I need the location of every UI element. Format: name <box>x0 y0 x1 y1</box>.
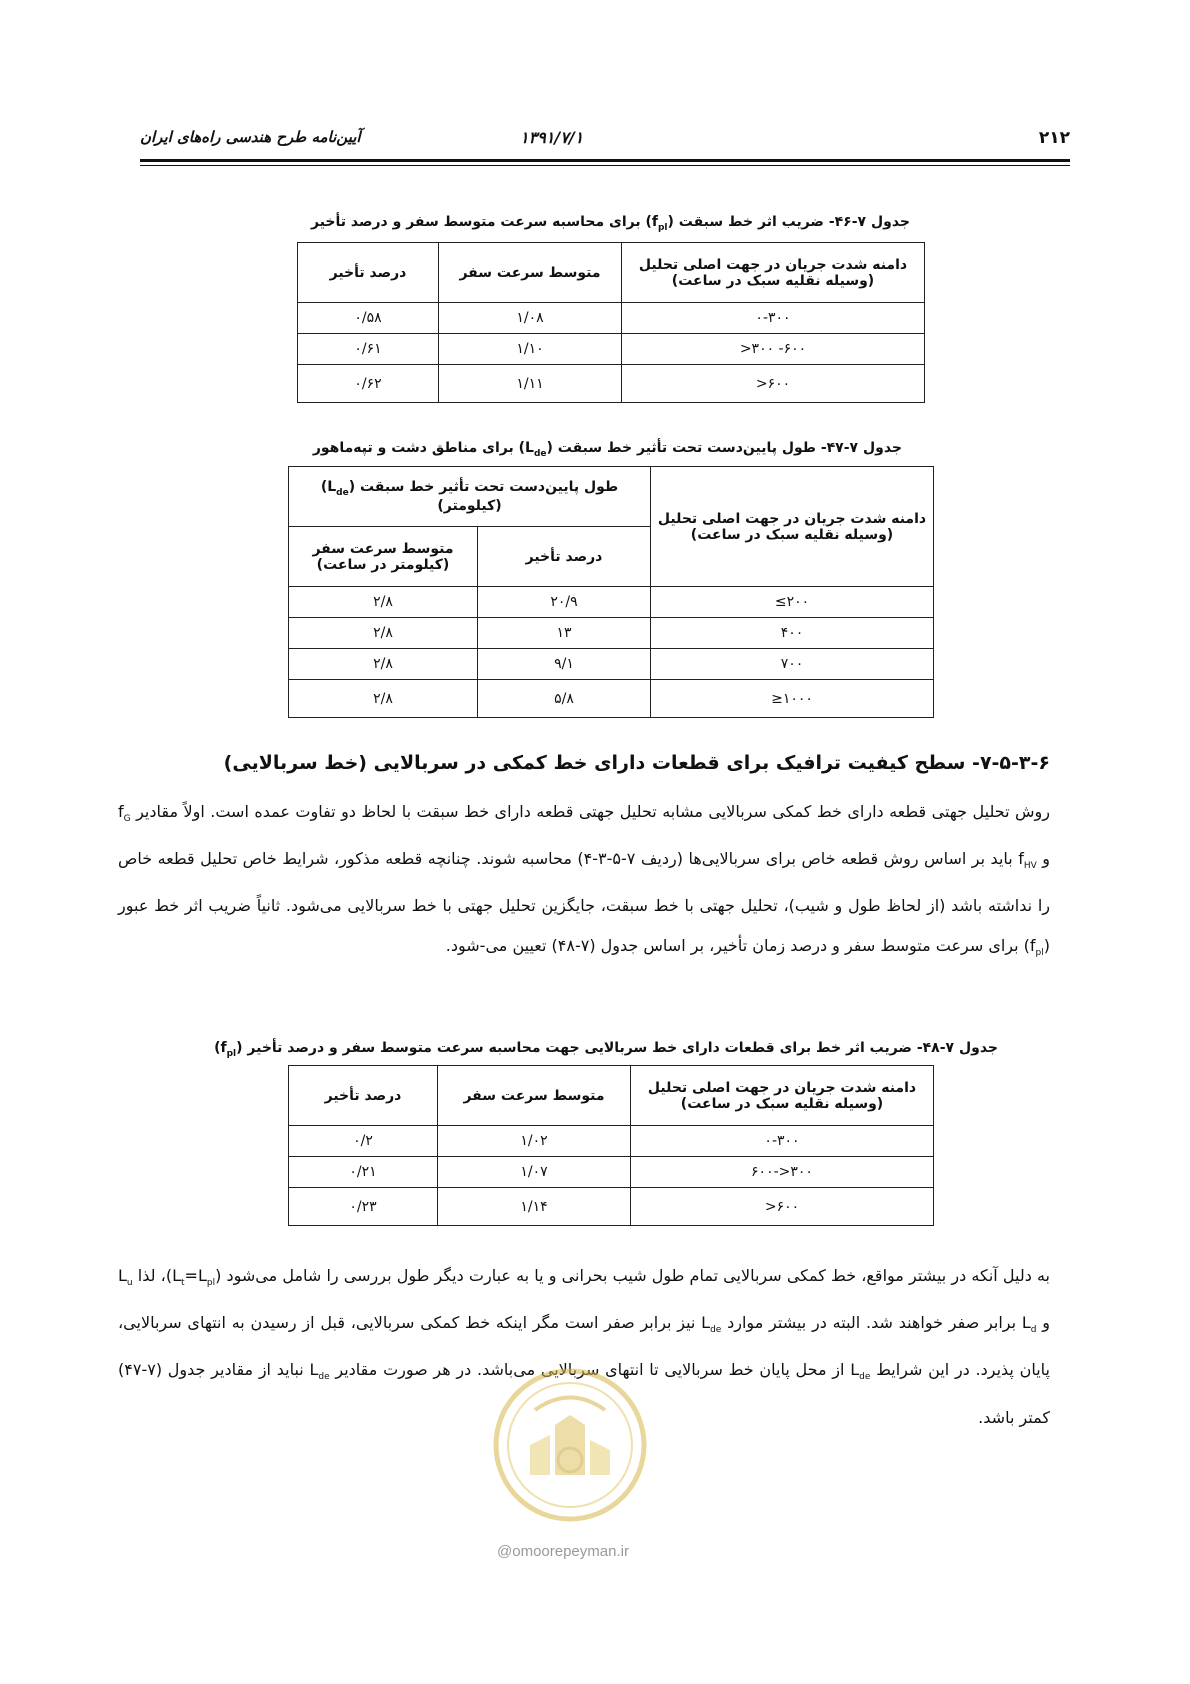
header-rule-thick <box>140 159 1070 162</box>
cell-speed: ۲/۸ <box>289 649 478 680</box>
paragraph-2: به دلیل آنکه در بیشتر مواقع، خط کمکی سربالایی تمام طول شیب بحرانی و یا به عبارت دیگر طول بررسی را شامل می‌شود $(L_t=L_{pl})،$ لذا $L_u$ و $L_d$ برابر صفر خواهند شد. البته در بیشتر موارد $L_{de}$ نیز برابر صفر است مگر اینکه خط کمکی سربالایی، قبل از رسیدن به انتهای سربالایی، پایان پذیرد. در این شرایط $L_{de}$ از محل پایان خط سربالایی تا انتهای سربالایی می‌باشد. در هر صورت مقادیر $L_{de}$ نباید از مقادیر جدول (۷-۴۷) کمتر باشد. <box>118 1266 1051 1427</box>
table-row <box>298 303 925 334</box>
col-flow-header: دامنه شدت جریان در جهت اصلی تحلیل (وسیله نقلیه سبک در ساعت) <box>651 467 934 587</box>
table-row <box>289 618 934 649</box>
col-speed-header: متوسط سرعت سفر (کیلومتر در ساعت) <box>289 527 478 587</box>
cell-delay: ۰/۲ <box>289 1126 438 1157</box>
table-header-row <box>289 467 934 527</box>
table-row <box>289 1188 934 1226</box>
cell-speed: ۱/۰۸ <box>439 303 622 334</box>
cell-delay: ۲۰/۹ <box>478 587 651 618</box>
book-title: آیین‌نامه طرح هندسی راه‌های ایران <box>140 128 361 146</box>
cell-flow: ۷۰۰ <box>651 649 934 680</box>
cell-delay: ۰/۲۳ <box>289 1188 438 1226</box>
cell-delay: ۵/۸ <box>478 680 651 718</box>
section-title: ۷-۵-۳-۶- سطح کیفیت ترافیک برای قطعات دارای خط کمکی در سربالایی (خط سربالایی) <box>223 752 1050 774</box>
cell-delay: ۰/۲۱ <box>289 1157 438 1188</box>
cell-flow: ۳۰۰<-۶۰۰ <box>631 1157 934 1188</box>
col-flow-header: دامنه شدت جریان در جهت اصلی تحلیل (وسیله نقلیه سبک در ساعت) <box>631 1066 934 1126</box>
cell-flow: ۴۰۰ <box>651 618 934 649</box>
group-header-lde: طول پایین‌دست تحت تأثیر خط سبقت $(L_{de})$ (کیلومتر) <box>289 467 651 527</box>
table-row <box>289 587 934 618</box>
cell-delay: ۰/۶۲ <box>298 365 439 403</box>
col-delay-header: درصد تأخیر <box>298 243 439 303</box>
table-row <box>289 1157 934 1188</box>
table-row <box>289 1126 934 1157</box>
table48-caption: جدول ۷-۴۸- ضریب اثر خط برای قطعات دارای خط سربالایی جهت محاسبه سرعت متوسط سفر و درصد تأخیر $(f_{pl})$ <box>214 1040 998 1059</box>
page-header <box>140 128 1070 168</box>
cell-flow: ۰-۳۰۰ <box>631 1126 934 1157</box>
cell-flow: ۶۰۰< <box>622 365 925 403</box>
cell-speed: ۲/۸ <box>289 587 478 618</box>
table-row <box>298 334 925 365</box>
cell-delay: ۱۳ <box>478 618 651 649</box>
table46-caption: جدول ۷-۴۶- ضریب اثر خط سبقت $(f_{pl})$ برای محاسبه سرعت متوسط سفر و درصد تأخیر <box>310 214 910 233</box>
table47 <box>288 466 934 718</box>
cell-flow: ۰-۳۰۰ <box>622 303 925 334</box>
cell-speed: ۲/۸ <box>289 680 478 718</box>
omoore-peyman-seal-icon <box>490 1365 650 1525</box>
col-speed-header: متوسط سرعت سفر <box>438 1066 631 1126</box>
header-rule-thin <box>140 165 1070 166</box>
table-header-row <box>298 243 925 303</box>
cell-flow: ۶۰۰< <box>631 1188 934 1226</box>
table-header-row <box>289 1066 934 1126</box>
cell-speed: ۱/۱۴ <box>438 1188 631 1226</box>
paragraph-1: روش تحلیل جهتی قطعه دارای خط کمکی سربالایی مشابه تحلیل جهتی قطعه دارای خط سبقت با لحاظ دو تفاوت عمده است. اولاً مقادیر $f_G$ و $f_{HV}$ باید بر اساس روش قطعه خاص برای سربالایی‌ها (ردیف ۷-۵-۳-۴) محاسبه شوند. چنانچه قطعه مذکور، شرایط خاص تحلیل قطعه خاص را نداشته باشد (از لحاظ طول و شیب)، تحلیل جهتی با خط سبقت، جایگزین تحلیل جهتی با خط سربالایی می‌شود. ثانیاً ضریب اثر خط عبور $(f_{pl})$ برای سرعت متوسط سفر و درصد زمان تأخیر، بر اساس جدول (۷-۴۸) تعیین می-شود. <box>118 802 1051 959</box>
page-number: ۲۱۲ <box>1038 128 1070 148</box>
cell-speed: ۲/۸ <box>289 618 478 649</box>
table48 <box>288 1065 934 1226</box>
cell-delay: ۰/۶۱ <box>298 334 439 365</box>
watermark-url: @omoorepeyman.ir <box>497 1543 629 1560</box>
cell-delay: ۹/۱ <box>478 649 651 680</box>
cell-speed: ۱/۰۷ <box>438 1157 631 1188</box>
header-date: ۱۳۹۱/۷/۱ <box>520 128 584 147</box>
cell-flow: ۱۰۰۰≤ <box>651 680 934 718</box>
cell-speed: ۱/۱۰ <box>439 334 622 365</box>
col-delay-header: درصد تأخیر <box>478 527 651 587</box>
col-speed-header: متوسط سرعت سفر <box>439 243 622 303</box>
cell-speed: ۱/۰۲ <box>438 1126 631 1157</box>
cell-flow: ۶۰۰- ۳۰۰< <box>622 334 925 365</box>
col-delay-header: درصد تأخیر <box>289 1066 438 1126</box>
cell-flow: ۲۰۰≥ <box>651 587 934 618</box>
table-row <box>298 365 925 403</box>
table-row <box>289 680 934 718</box>
table46 <box>297 242 925 403</box>
cell-delay: ۰/۵۸ <box>298 303 439 334</box>
table-row <box>289 649 934 680</box>
cell-speed: ۱/۱۱ <box>439 365 622 403</box>
col-flow-header: دامنه شدت جریان در جهت اصلی تحلیل (وسیله نقلیه سبک در ساعت) <box>622 243 925 303</box>
table47-caption: جدول ۷-۴۷- طول پایین‌دست تحت تأثیر خط سبقت $(L_{de})$ برای مناطق دشت و تپه‌ماهور <box>312 440 902 459</box>
